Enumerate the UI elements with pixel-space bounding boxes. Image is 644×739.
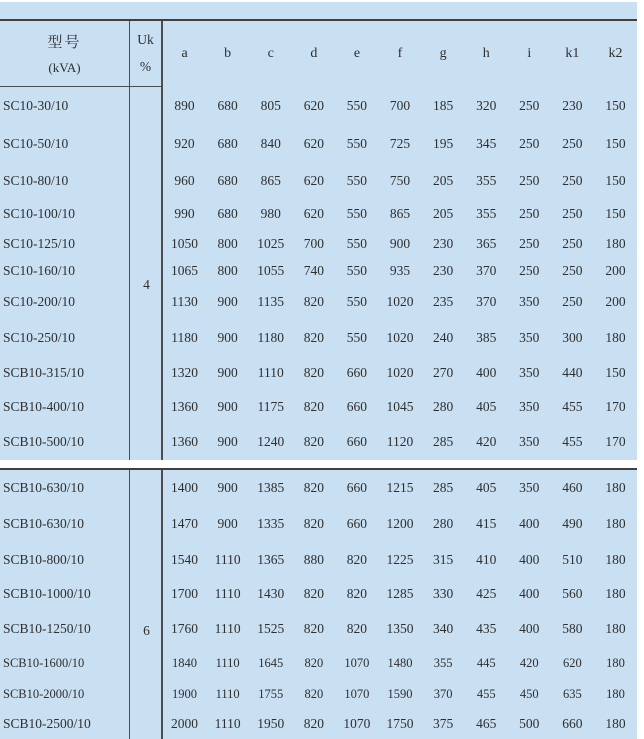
model-cell: SCB10-500/10 <box>0 424 130 460</box>
dimension-value-cell: 1215 <box>386 480 414 495</box>
dimension-value-cell: 200 <box>605 262 626 278</box>
dimension-value-cell: 2000 <box>171 715 199 731</box>
spec-row <box>0 87 637 125</box>
dimension-value-cell: 180 <box>605 715 626 731</box>
dimension-value-cell: 820 <box>346 586 368 601</box>
header-dim-letter: b <box>224 46 232 61</box>
dimension-value-cell: 420 <box>476 434 497 449</box>
table-section-lower <box>0 468 637 739</box>
dimension-value-cell: 150 <box>605 206 626 221</box>
dimension-value-cell: 900 <box>217 294 238 309</box>
uk-cell <box>130 542 163 577</box>
dimension-value-cell: 415 <box>476 516 497 531</box>
dimension-value-cell: 1065 <box>171 262 199 278</box>
uk-cell <box>130 356 163 390</box>
dimension-value-cell: 660 <box>346 365 368 380</box>
uk-cell <box>130 424 163 460</box>
dimension-value-cell: 1180 <box>171 330 198 345</box>
dimension-value-cell: 800 <box>217 262 238 278</box>
dimension-value-cell: 550 <box>346 294 368 309</box>
dimension-value-cell: 250 <box>519 172 540 188</box>
dimension-value-cell: 820 <box>303 516 324 531</box>
dimension-value-cell: 900 <box>389 235 411 251</box>
dimension-value-cell: 250 <box>562 262 583 278</box>
dimension-value-cell: 660 <box>346 434 368 449</box>
dimension-value-cell: 1135 <box>257 294 284 309</box>
dimension-value-cell: 820 <box>304 655 324 670</box>
dimension-value-cell: 1285 <box>386 586 414 601</box>
uk-cell <box>130 230 163 257</box>
dimension-value-cell: 740 <box>303 262 324 278</box>
dimension-value-cell: 355 <box>476 206 497 221</box>
uk-cell <box>130 125 163 163</box>
dimension-value-cell: 230 <box>562 98 583 113</box>
dimension-value-cell: 620 <box>303 136 324 151</box>
model-cell: SCB10-1250/10 <box>0 611 130 646</box>
dimension-value-cell: 235 <box>432 294 454 309</box>
dimension-value-cell: 660 <box>346 516 368 531</box>
table-header-row <box>0 21 637 87</box>
dimension-value-cell: 250 <box>519 98 540 113</box>
dimension-value-cell: 170 <box>605 434 626 449</box>
dimension-value-cell: 250 <box>562 235 583 251</box>
dimension-value-cell: 285 <box>432 434 454 449</box>
dimension-value-cell: 1335 <box>257 516 285 531</box>
dimension-value-cell: 250 <box>519 206 540 221</box>
dimension-value-cell: 1840 <box>172 655 198 670</box>
dimension-value-cell: 400 <box>519 620 540 636</box>
dimension-value-cell: 180 <box>605 330 626 345</box>
dimension-value-cell: 280 <box>432 399 454 414</box>
dimension-value-cell: 400 <box>519 516 540 531</box>
header-dim-letter: a <box>181 46 188 61</box>
dimension-value-cell: 1360 <box>171 434 199 449</box>
dimension-value-cell: 170 <box>605 399 626 414</box>
dimension-value-cell: 1045 <box>386 399 414 414</box>
model-cell: SC10-80/10 <box>0 163 130 198</box>
spec-row <box>0 125 637 163</box>
dimension-value-cell: 510 <box>562 551 583 567</box>
spec-row <box>0 611 637 646</box>
dimension-value-cell: 920 <box>174 136 195 151</box>
dimension-value-cell: 420 <box>519 655 539 670</box>
model-cell: SCB10-315/10 <box>0 356 130 390</box>
dimension-value-cell: 660 <box>346 399 368 414</box>
uk-cell <box>130 577 163 611</box>
spec-row <box>0 356 637 390</box>
dimension-value-cell: 620 <box>303 98 324 113</box>
dimension-value-cell: 1350 <box>386 620 414 636</box>
dimension-value-cell: 1360 <box>171 399 199 414</box>
dimension-value-cell: 1700 <box>171 586 199 601</box>
spec-row <box>0 708 637 739</box>
dimension-value-cell: 1470 <box>171 516 199 531</box>
dimension-value-cell: 820 <box>303 620 324 636</box>
header-model-cell <box>0 21 130 87</box>
dimension-value-cell: 1385 <box>257 480 285 495</box>
uk-cell <box>130 390 163 424</box>
dimension-value-cell: 900 <box>217 480 238 495</box>
dimension-value-cell: 820 <box>303 480 324 495</box>
model-cell: SC10-200/10 <box>0 284 130 320</box>
header-dim-letter: g <box>439 46 447 61</box>
dimension-value-cell: 410 <box>476 551 497 567</box>
model-cell: SCB10-630/10 <box>0 506 130 542</box>
dimension-value-cell: 1750 <box>386 715 414 731</box>
dimension-value-cell: 285 <box>432 480 454 495</box>
dimension-value-cell: 550 <box>346 172 368 188</box>
dimension-value-cell: 400 <box>476 365 497 380</box>
model-cell: SC10-100/10 <box>0 198 130 230</box>
dimension-value-cell: 820 <box>303 434 324 449</box>
dimension-value-cell: 820 <box>303 399 324 414</box>
header-dim-letter: h <box>482 46 490 61</box>
dimension-value-cell: 250 <box>562 172 583 188</box>
dimension-value-cell: 1480 <box>387 655 413 670</box>
header-dim-letter: f <box>397 46 403 61</box>
dimension-value-cell: 620 <box>303 206 324 221</box>
dimension-value-cell: 465 <box>476 715 497 731</box>
dimension-value-cell: 880 <box>303 551 324 567</box>
dimension-value-cell: 700 <box>303 235 324 251</box>
dimension-value-cell: 900 <box>217 516 238 531</box>
dimension-value-cell: 250 <box>519 136 540 151</box>
uk-cell <box>130 646 163 680</box>
spec-row <box>0 230 637 257</box>
dimension-value-cell: 350 <box>519 330 540 345</box>
dimension-value-cell: 180 <box>605 480 626 495</box>
dimension-value-cell: 1110 <box>214 551 241 567</box>
dimension-value-cell: 355 <box>476 172 497 188</box>
model-cell: SCB10-1000/10 <box>0 577 130 611</box>
dimension-value-cell: 805 <box>260 98 281 113</box>
uk-cell <box>130 87 163 125</box>
dimension-value-cell: 840 <box>260 136 281 151</box>
dimension-value-cell: 455 <box>562 434 583 449</box>
dimension-value-cell: 435 <box>476 620 497 636</box>
uk-cell <box>130 506 163 542</box>
dimension-value-cell: 1020 <box>386 294 414 309</box>
dimension-value-cell: 250 <box>562 206 583 221</box>
dimension-value-cell: 350 <box>519 294 540 309</box>
dimension-value-cell: 370 <box>476 262 497 278</box>
spec-row <box>0 320 637 356</box>
dimension-value-cell: 680 <box>217 136 238 151</box>
dimension-value-cell: 725 <box>389 136 411 151</box>
spec-row <box>0 680 637 708</box>
dimension-value-cell: 385 <box>476 330 497 345</box>
spec-row <box>0 506 637 542</box>
dimension-value-cell: 1050 <box>171 235 199 251</box>
dimension-value-cell: 405 <box>476 399 497 414</box>
dimension-value-cell: 230 <box>432 235 454 251</box>
uk-cell <box>130 708 163 739</box>
dimension-value-cell: 800 <box>217 235 238 251</box>
dimension-value-cell: 1020 <box>386 365 414 380</box>
dimension-value-cell: 405 <box>476 480 497 495</box>
dimension-value-cell: 1950 <box>257 715 285 731</box>
dimension-value-cell: 400 <box>519 586 540 601</box>
dimension-value-cell: 150 <box>605 136 626 151</box>
dimension-value-cell: 180 <box>605 516 626 531</box>
uk-cell <box>130 163 163 198</box>
dimension-value-cell: 900 <box>217 399 238 414</box>
dimension-value-cell: 865 <box>389 206 411 221</box>
dimension-value-cell: 195 <box>432 136 454 151</box>
dimension-value-cell: 200 <box>605 294 626 309</box>
dimension-value-cell: 900 <box>217 365 238 380</box>
dimension-value-cell: 350 <box>519 399 540 414</box>
model-cell: SCB10-400/10 <box>0 390 130 424</box>
dimension-value-cell: 490 <box>562 516 583 531</box>
table-body-lower <box>0 470 637 739</box>
dimension-value-cell: 1020 <box>386 330 414 345</box>
dimension-value-cell: 990 <box>174 206 195 221</box>
dimension-value-cell: 450 <box>519 686 539 701</box>
dimension-value-cell: 1130 <box>171 294 198 309</box>
uk-value-upper: 4 <box>143 276 150 292</box>
model-cell: SCB10-1600/10 <box>0 646 130 680</box>
dimension-value-cell: 365 <box>476 235 497 251</box>
section-gap <box>0 460 637 468</box>
dimension-value-cell: 150 <box>605 365 626 380</box>
header-dim-letter: c <box>267 46 274 61</box>
dimension-value-cell: 820 <box>304 686 324 701</box>
dimension-value-cell: 270 <box>432 365 454 380</box>
dimension-value-cell: 230 <box>432 262 454 278</box>
model-cell: SC10-160/10 <box>0 257 130 284</box>
dimension-value-cell: 350 <box>519 365 540 380</box>
dimension-value-cell: 1320 <box>171 365 199 380</box>
uk-cell <box>130 680 163 708</box>
dimension-value-cell: 1200 <box>386 516 414 531</box>
dimension-value-cell: 1760 <box>171 620 199 636</box>
model-cell: SC10-30/10 <box>0 87 130 125</box>
dimension-value-cell: 560 <box>562 586 583 601</box>
dimension-value-cell: 1400 <box>171 480 199 495</box>
dimension-value-cell: 820 <box>303 330 324 345</box>
dimension-value-cell: 980 <box>260 206 281 221</box>
header-uk-percent-sign: % <box>139 58 152 74</box>
dimension-value-cell: 440 <box>562 365 583 380</box>
dimension-value-cell: 550 <box>346 330 368 345</box>
dimension-value-cell: 180 <box>605 620 626 636</box>
dimension-value-cell: 500 <box>519 715 540 731</box>
dimension-value-cell: 580 <box>562 620 583 636</box>
spec-row <box>0 542 637 577</box>
dimension-value-cell: 620 <box>563 655 582 670</box>
dimension-value-cell: 635 <box>563 686 582 701</box>
dimension-value-cell: 960 <box>174 172 195 188</box>
dimension-value-cell: 350 <box>519 480 540 495</box>
dimension-value-cell: 1525 <box>257 620 285 636</box>
dimension-value-cell: 750 <box>389 172 411 188</box>
dimension-value-cell: 445 <box>476 655 496 670</box>
dimension-value-cell: 300 <box>562 330 583 345</box>
spec-row <box>0 257 637 284</box>
dimension-value-cell: 890 <box>174 98 195 113</box>
header-dim-letter: e <box>353 46 361 61</box>
dimension-value-cell: 1070 <box>344 686 370 701</box>
dimension-value-cell: 180 <box>605 235 626 251</box>
dimension-value-cell: 680 <box>217 98 238 113</box>
dimension-value-cell: 250 <box>519 262 540 278</box>
dimension-value-cell: 340 <box>432 620 454 636</box>
header-dimension-letters <box>163 21 637 87</box>
dimension-value-cell: 250 <box>519 235 540 251</box>
dimension-value-cell: 1110 <box>215 686 240 701</box>
dimension-value-cell: 1110 <box>257 365 284 380</box>
dimension-value-cell: 240 <box>432 330 454 345</box>
dimension-value-cell: 660 <box>346 480 368 495</box>
dimension-value-cell: 900 <box>217 434 238 449</box>
dimension-value-cell: 355 <box>433 655 453 670</box>
dimension-value-cell: 1070 <box>343 715 371 731</box>
header-uk-label: Uk <box>137 32 154 48</box>
dimension-value-cell: 205 <box>432 206 454 221</box>
dimension-value-cell: 820 <box>303 365 324 380</box>
table-top-strip <box>0 2 637 19</box>
dimension-value-cell: 180 <box>606 686 625 701</box>
dimension-value-cell: 1365 <box>257 551 285 567</box>
spec-row <box>0 198 637 230</box>
dimension-value-cell: 1430 <box>257 586 285 601</box>
spec-row <box>0 390 637 424</box>
dimension-value-cell: 1070 <box>344 655 370 670</box>
dimension-value-cell: 660 <box>562 715 583 731</box>
dimension-value-cell: 620 <box>303 172 324 188</box>
dimension-value-cell: 150 <box>605 172 626 188</box>
dimension-value-cell: 180 <box>605 551 626 567</box>
dimension-value-cell: 550 <box>346 262 368 278</box>
dimension-value-cell: 180 <box>605 586 626 601</box>
dimension-value-cell: 350 <box>519 434 540 449</box>
header-dim-letter: k1 <box>565 46 580 61</box>
spec-row <box>0 470 637 506</box>
dimension-value-cell: 550 <box>346 136 368 151</box>
dimension-value-cell: 280 <box>432 516 454 531</box>
spec-row <box>0 424 637 460</box>
dimension-value-cell: 1120 <box>386 434 414 449</box>
dimension-value-cell: 1755 <box>258 686 284 701</box>
table-body-upper <box>0 87 637 460</box>
header-dim-letter: i <box>527 46 532 61</box>
dimension-value-cell: 820 <box>303 715 324 731</box>
header-dim-letter: k2 <box>608 46 623 61</box>
dimension-value-cell: 1645 <box>258 655 284 670</box>
dimension-value-cell: 1025 <box>257 235 285 251</box>
model-cell: SCB10-800/10 <box>0 542 130 577</box>
dimension-value-cell: 460 <box>562 480 583 495</box>
dimension-value-cell: 1110 <box>214 620 241 636</box>
dimension-value-cell: 1180 <box>257 330 284 345</box>
dimension-value-cell: 1110 <box>214 586 241 601</box>
dimension-value-cell: 370 <box>433 686 453 701</box>
spec-row <box>0 577 637 611</box>
dimension-value-cell: 1900 <box>172 686 198 701</box>
spec-row <box>0 163 637 198</box>
spec-table <box>0 2 637 739</box>
dimension-value-cell: 455 <box>476 686 496 701</box>
dimension-value-cell: 820 <box>303 586 324 601</box>
uk-cell <box>130 198 163 230</box>
dimension-value-cell: 315 <box>432 551 454 567</box>
dimension-value-cell: 1240 <box>257 434 285 449</box>
dimension-value-cell: 820 <box>346 620 368 636</box>
dimension-value-cell: 935 <box>389 262 411 278</box>
dimension-value-cell: 820 <box>346 551 368 567</box>
dimension-value-cell: 150 <box>605 98 626 113</box>
dimension-value-cell: 205 <box>432 172 454 188</box>
dimension-value-cell: 375 <box>432 715 454 731</box>
dimension-value-cell: 680 <box>217 172 238 188</box>
model-cell: SCB10-2500/10 <box>0 708 130 739</box>
dimension-value-cell: 400 <box>519 551 540 567</box>
uk-cell <box>130 470 163 506</box>
dimension-value-cell: 425 <box>476 586 497 601</box>
dimension-value-cell: 320 <box>476 98 497 113</box>
dimension-value-cell: 1590 <box>387 686 413 701</box>
model-cell: SC10-125/10 <box>0 230 130 257</box>
dimension-value-cell: 550 <box>346 235 368 251</box>
dimension-value-cell: 1110 <box>214 715 241 731</box>
dimension-value-cell: 550 <box>346 98 368 113</box>
dimension-value-cell: 1055 <box>257 262 285 278</box>
spec-row <box>0 646 637 680</box>
header-dim-letter: d <box>310 46 318 61</box>
dimension-value-cell: 820 <box>303 294 324 309</box>
spec-row <box>0 284 637 320</box>
dimension-value-cell: 345 <box>476 136 497 151</box>
dimension-value-cell: 1175 <box>257 399 284 414</box>
dimension-value-cell: 250 <box>562 136 583 151</box>
uk-value-lower: 6 <box>143 623 150 639</box>
dimension-value-cell: 185 <box>432 98 454 113</box>
dimension-value-cell: 455 <box>562 399 583 414</box>
dimension-value-cell: 1225 <box>386 551 414 567</box>
dimension-value-cell: 700 <box>389 98 411 113</box>
dimension-value-cell: 250 <box>562 294 583 309</box>
dimension-value-cell: 1540 <box>171 551 199 567</box>
table-section-upper <box>0 19 637 460</box>
model-cell: SC10-250/10 <box>0 320 130 356</box>
dimension-value-cell: 180 <box>606 655 625 670</box>
header-model-unit: (kVA) <box>48 60 81 75</box>
dimension-value-cell: 370 <box>476 294 497 309</box>
dimension-value-cell: 330 <box>432 586 454 601</box>
dimension-value-cell: 680 <box>217 206 238 221</box>
header-uk-cell <box>130 21 163 87</box>
model-cell: SCB10-630/10 <box>0 470 130 506</box>
model-cell: SCB10-2000/10 <box>0 680 130 708</box>
header-model-label: 型号 <box>47 35 82 51</box>
dimension-value-cell: 865 <box>260 172 281 188</box>
dimension-value-cell: 550 <box>346 206 368 221</box>
dimension-value-cell: 900 <box>217 330 238 345</box>
model-cell: SC10-50/10 <box>0 125 130 163</box>
uk-cell <box>130 320 163 356</box>
dimension-value-cell: 1110 <box>215 655 240 670</box>
